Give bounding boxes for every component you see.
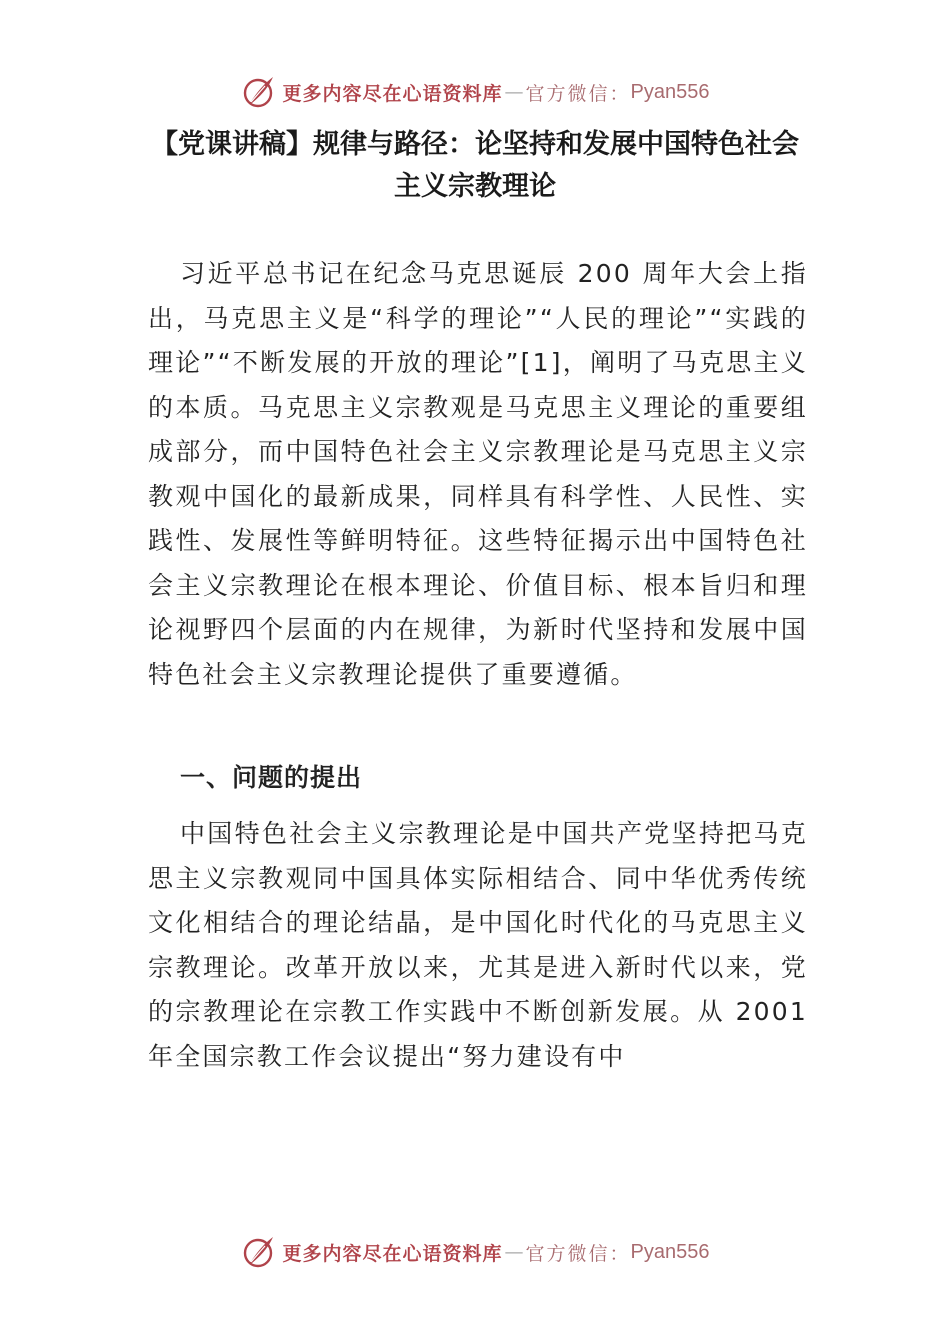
- header-watermark: [0, 72, 950, 112]
- wechat-id: Pyan556: [630, 80, 710, 103]
- quill-pen-logo-icon: [241, 74, 277, 110]
- title-line-2: 主义宗教理论: [394, 171, 556, 202]
- wechat-id: Pyan556: [630, 1240, 710, 1263]
- brand-slogan: 更多内容尽在心语资料库: [282, 1242, 503, 1265]
- quill-pen-logo-icon: [241, 1234, 277, 1270]
- document-title: [140, 124, 810, 208]
- brand-separator: —: [504, 81, 524, 103]
- wechat-label: 官方微信：: [525, 1242, 631, 1265]
- title-line-1: 【党课讲稿】规律与路径：论坚持和发展中国特色社会: [151, 129, 799, 160]
- section-heading-1: 一、问题的提出: [180, 763, 363, 792]
- brand-slogan: 更多内容尽在心语资料库: [282, 82, 503, 105]
- body-paragraph-1: 习近平总书记在纪念马克思诞辰 200 周年大会上指出，马克思主义是“科学的理论”“人民的理论”“实践的理论”“不断发展的开放的理论”[1]，阐明了马克思主义的本质。马克思主义宗教观是马克思主义理论的重要组成部分，而中国特色社会主义宗教理论是马克思主义宗教观中国化的最新成果，同样具有科学性、人民性、实践性、发展性等鲜明特征。这些特征揭示出中国特色社会主义宗教理论在根本理论、价值目标、根本旨归和理论视野四个层面的内在规律，为新时代坚持和发展中国特色社会主义宗教理论提供了重要遵循。: [148, 259, 808, 689]
- body-paragraph-2: 中国特色社会主义宗教理论是中国共产党坚持把马克思主义宗教观同中国具体实际相结合、同中华优秀传统文化相结合的理论结晶，是中国化时代化的马克思主义宗教理论。改革开放以来，尤其是进入新时代以来，党的宗教理论在宗教工作实践中不断创新发展。从 2001 年全国宗教工作会议提出“努力建设有中: [148, 819, 808, 1071]
- wechat-label: 官方微信：: [525, 82, 631, 105]
- footer-watermark: [0, 1232, 950, 1272]
- brand-separator: —: [504, 1241, 524, 1263]
